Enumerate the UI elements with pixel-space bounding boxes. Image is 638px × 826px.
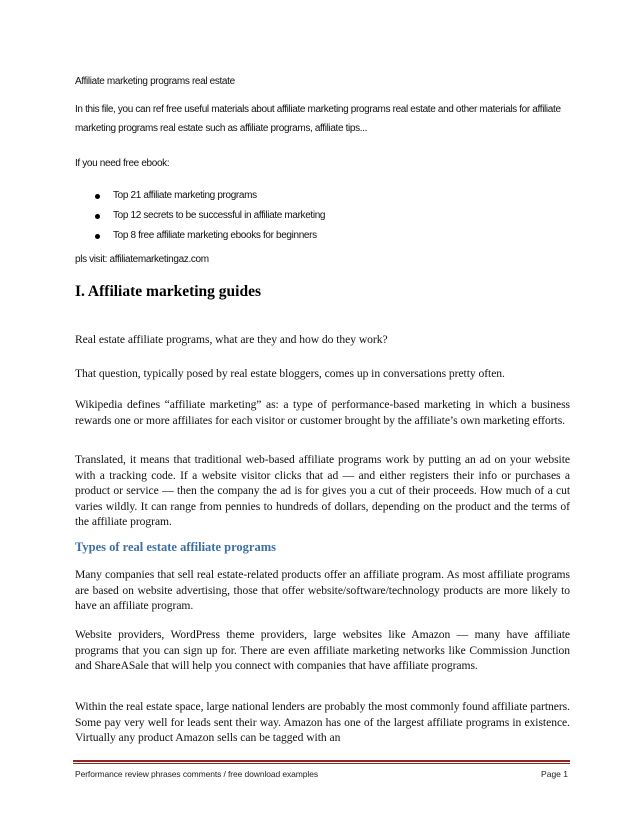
- list-item: [93, 186, 325, 206]
- footer-text: Performance review phrases comments / free download examples: [75, 769, 318, 779]
- section-heading-affiliate-guides: I. Affiliate marketing guides: [75, 283, 261, 300]
- visit-link-text: pls visit: affiliatemarketingaz.com: [75, 254, 209, 265]
- paragraph: Real estate affiliate programs, what are they and how do they work?: [75, 333, 388, 346]
- footer-divider-thin: [73, 763, 570, 764]
- list-item: [93, 226, 325, 246]
- bullet-icon: [95, 194, 100, 199]
- ebook-prompt: If you need free ebook:: [75, 158, 170, 169]
- paragraph: Within the real estate space, large national lenders are probably the most commonly found affiliate partners. Some pay very well for leads sent their way. Amazon has one of the largest affiliate programs in existence. Virtually any product Amazon sells can be tagged with an: [75, 700, 570, 745]
- paragraph: Wikipedia defines “affiliate marketing” as: a type of performance-based marketing in which a business rewards one or more affiliates for each visitor or customer brought by the affiliate’s own marketing efforts.: [75, 398, 570, 427]
- paragraph: Many companies that sell real estate-related products offer an affiliate program. As most affiliate programs are based on website advertising, those that offer website/software/technology products are more likely to have an affiliate program.: [75, 568, 570, 613]
- list-item-label: Top 21 affiliate marketing programs: [113, 190, 257, 201]
- paragraph: That question, typically posed by real estate bloggers, comes up in conversations pretty often.: [75, 367, 505, 380]
- footer-divider: [73, 760, 570, 762]
- list-item-label: Top 12 secrets to be successful in affiliate marketing: [113, 210, 326, 221]
- subheading-types-of-programs: Types of real estate affiliate programs: [75, 540, 276, 554]
- page-number: Page 1: [541, 769, 568, 779]
- intro-paragraph: In this file, you can ref free useful materials about affiliate marketing programs real estate and other materials for affiliate marketing programs real estate such as affiliate programs, affiliate tips...: [75, 104, 561, 134]
- bullet-icon: [95, 214, 100, 219]
- ebook-list: [93, 186, 325, 246]
- paragraph: Website providers, WordPress theme providers, large websites like Amazon — many have affiliate programs that you can sign up for. There are even affiliate marketing networks like Commission Junction and ShareASale that will help you connect with companies that have affiliate programs.: [75, 628, 570, 673]
- list-item-label: Top 8 free affiliate marketing ebooks for beginners: [113, 230, 317, 241]
- document-title-line: Affiliate marketing programs real estate: [75, 76, 235, 87]
- list-item: [93, 206, 325, 226]
- bullet-icon: [95, 234, 100, 239]
- paragraph: Translated, it means that traditional web-based affiliate programs work by putting an ad on your website with a tracking code. If a website visitor clicks that ad — and either registers their info or purchases a product or service — then the company the ad is for gives you a cut of their proceeds. How much of a cut varies wildly. It can range from pennies to hundreds of dollars, depending on the product and the terms of the affiliate program.: [75, 453, 570, 529]
